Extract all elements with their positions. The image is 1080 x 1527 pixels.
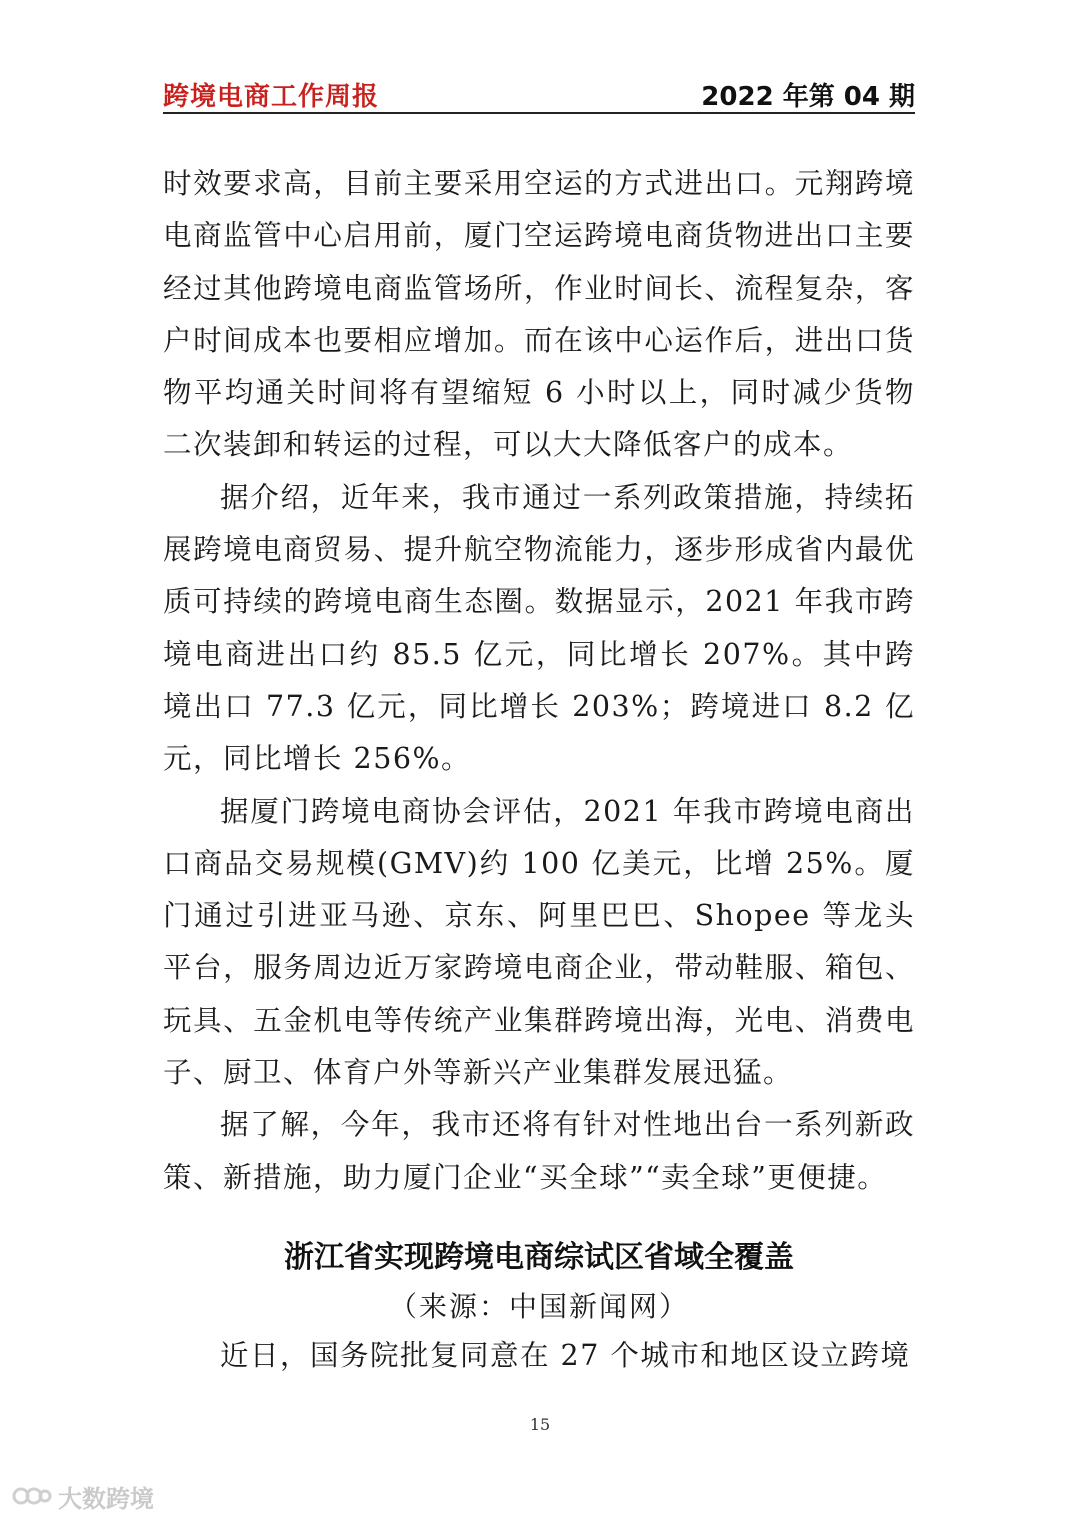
page-header xyxy=(163,68,915,114)
watermark-text: 大数跨境 xyxy=(58,1484,154,1513)
section-body xyxy=(163,1330,915,1382)
watermark xyxy=(12,1476,154,1516)
page-number: 15 xyxy=(529,1415,551,1434)
issue-number: 2022 年第 04 期 xyxy=(701,82,915,112)
paragraph-3: 据厦门跨境电商协会评估，2021 年我市跨境电商出口商品交易规模(GMV)约 100 亿美元，比增 25%。厦门通过引进亚马逊、京东、阿里巴巴、Shopee 等龙头平台，服务周边近万家跨境电商企业，带动鞋服、箱包、玩具、五金机电等传统产业集群跨境出海，光电、消费电子、厨卫、体育户外等新兴产业集群发展迅猛。 xyxy=(163,794,915,1090)
paragraph-1: 时效要求高，目前主要采用空运的方式进出口。元翔跨境电商监管中心启用前，厦门空运跨境电商货物进出口主要经过其他跨境电商监管场所，作业时间长、流程复杂，客户时间成本也要相应增加。而在该中心运作后，进出口货物平均通关时间将有望缩短 6 小时以上，同时减少货物二次装卸和转运的过程，可以大大降低客户的成本。 xyxy=(163,167,915,462)
brand-logo-icon xyxy=(12,1483,52,1509)
section-heading: 浙江省实现跨境电商综试区省域全覆盖 xyxy=(284,1240,794,1275)
section-first-paragraph: 近日，国务院批复同意在 27 个城市和地区设立跨境 xyxy=(220,1339,911,1372)
report-title: 跨境电商工作周报 xyxy=(163,82,380,112)
paragraph-2: 据介绍，近年来，我市通过一系列政策措施，持续拓展跨境电商贸易、提升航空物流能力，逐步形成省内最优质可持续的跨境电商生态圈。数据显示，2021 年我市跨境电商进出口约 85.5 亿元，同比增长 207%。其中跨境出口 77.3 亿元，同比增长 203%；跨境进口 8.2 亿元，同比增长 256%。 xyxy=(163,480,915,776)
article-body xyxy=(163,158,915,1204)
paragraph-4: 据了解，今年，我市还将有针对性地出台一系列新政策、新措施，助力厦门企业“买全球”“卖全球”更便捷。 xyxy=(163,1108,915,1194)
section-source: （来源：中国新闻网） xyxy=(388,1290,689,1323)
